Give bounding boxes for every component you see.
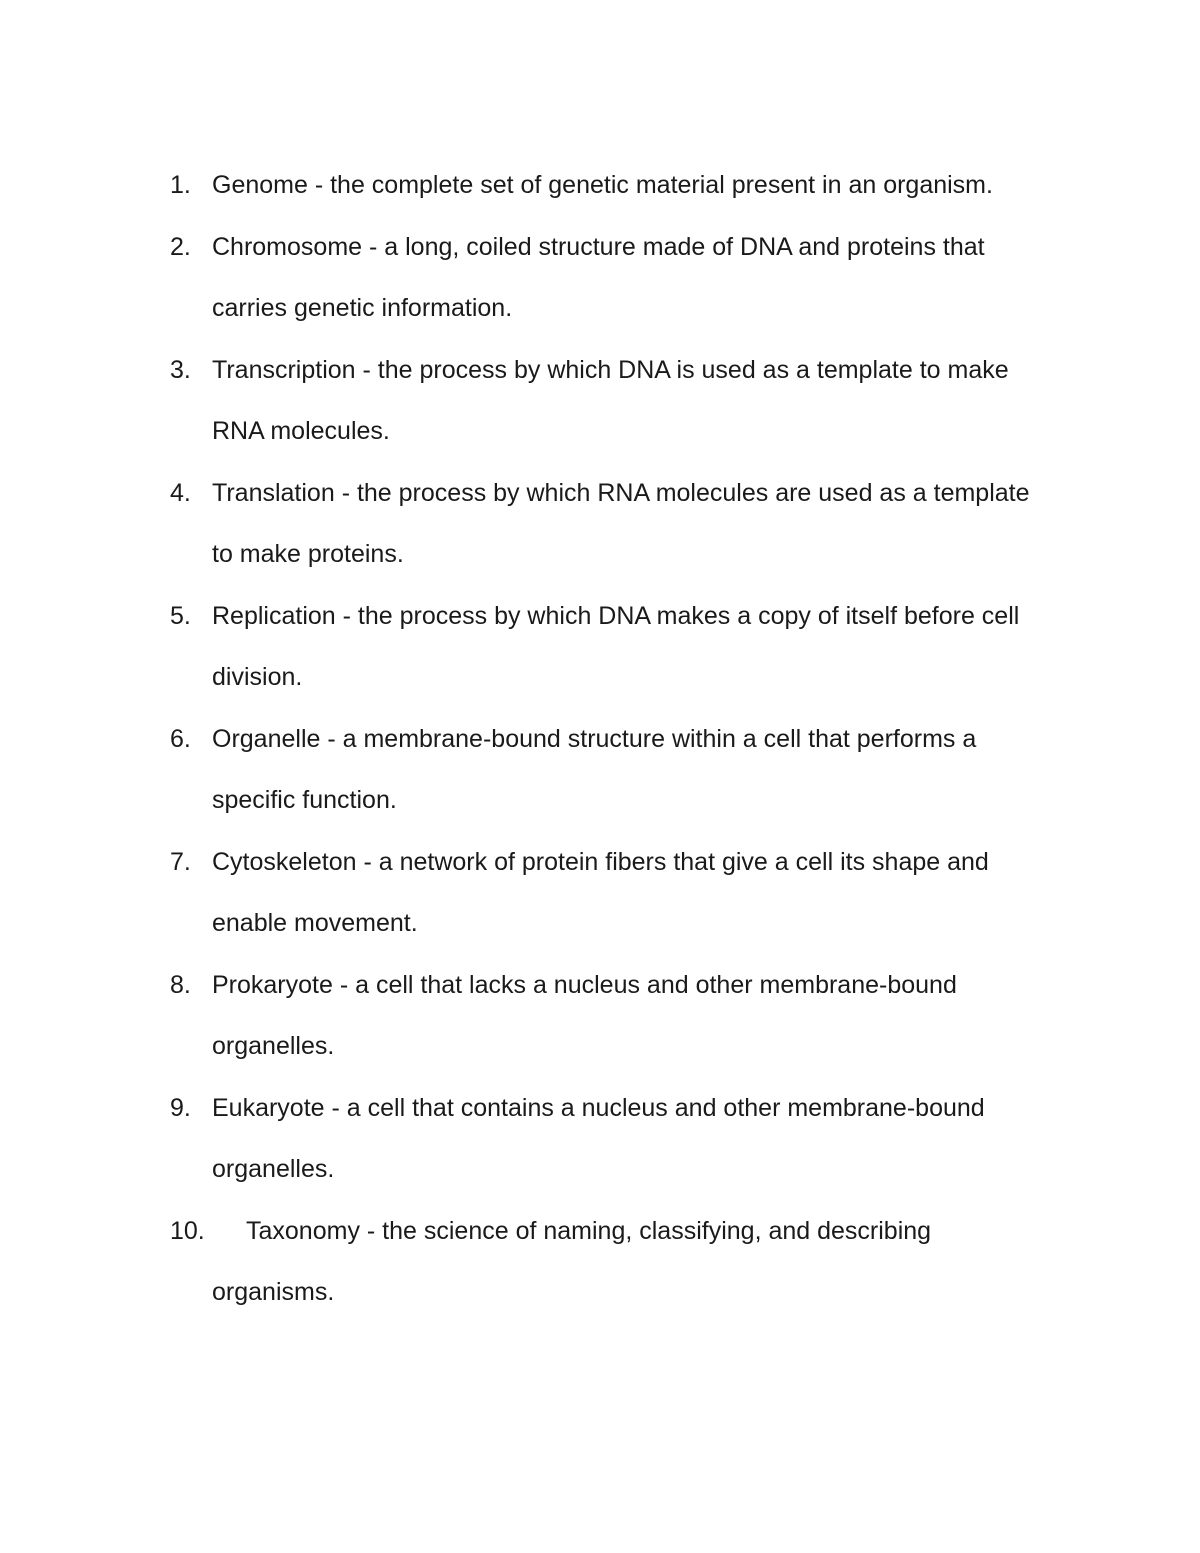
item-definition (212, 1201, 1084, 1324)
definition-line: Transcription - the process by which DNA is used as a template to make (212, 355, 1009, 384)
list-item (170, 709, 1070, 832)
definition-line: Organelle - a membrane-bound structure within a cell that performs a (212, 724, 977, 753)
item-number: 9. (170, 1093, 191, 1122)
item-number: 8. (170, 970, 191, 999)
definition-line: division. (212, 663, 303, 691)
item-definition (212, 340, 1050, 463)
item-number: 5. (170, 601, 191, 630)
item-definition (212, 463, 1050, 586)
definition-line: organelles. (212, 1032, 335, 1060)
definition-line: Cytoskeleton - a network of protein fibers that give a cell its shape and (212, 847, 989, 876)
item-number: 1. (170, 171, 191, 199)
item-number: 3. (170, 355, 191, 384)
list-item (170, 155, 1070, 217)
definition-line: Prokaryote - a cell that lacks a nucleus and other membrane-bound (212, 970, 957, 999)
definition-line: carries genetic information. (212, 294, 513, 322)
definition-line: Chromosome - a long, coiled structure made of DNA and proteins that (212, 232, 985, 261)
item-definition (212, 155, 1050, 217)
list-item (170, 832, 1070, 955)
item-number: 10. (170, 1216, 205, 1245)
item-definition (212, 586, 1050, 709)
item-definition (212, 1078, 1050, 1201)
definition-line: specific function. (212, 786, 397, 814)
item-definition (212, 709, 1050, 832)
definition-line: organelles. (212, 1155, 335, 1183)
list-item (170, 955, 1070, 1078)
definition-list (170, 155, 1070, 1324)
item-definition (212, 217, 1050, 340)
definition-line: to make proteins. (212, 540, 404, 568)
item-number: 7. (170, 847, 191, 876)
item-number: 4. (170, 478, 191, 507)
list-item (170, 217, 1070, 340)
definition-line: Genome - the complete set of genetic material present in an organism. (212, 171, 993, 199)
definition-line: Eukaryote - a cell that contains a nucleus and other membrane-bound (212, 1093, 985, 1122)
list-item (170, 340, 1070, 463)
item-number: 6. (170, 724, 191, 753)
list-item (170, 463, 1070, 586)
definition-line: organisms. (212, 1278, 335, 1306)
list-item (170, 1201, 1070, 1324)
definition-line: Taxonomy - the science of naming, classifying, and describing (246, 1216, 932, 1245)
list-item (170, 586, 1070, 709)
item-definition (212, 832, 1050, 955)
list-item (170, 1078, 1070, 1201)
item-number: 2. (170, 232, 191, 261)
definition-line: Translation - the process by which RNA molecules are used as a template (212, 478, 1030, 507)
item-definition (212, 955, 1050, 1078)
definition-line: RNA molecules. (212, 417, 390, 445)
definition-line: Replication - the process by which DNA makes a copy of itself before cell (212, 601, 1020, 630)
definition-line: enable movement. (212, 909, 418, 937)
